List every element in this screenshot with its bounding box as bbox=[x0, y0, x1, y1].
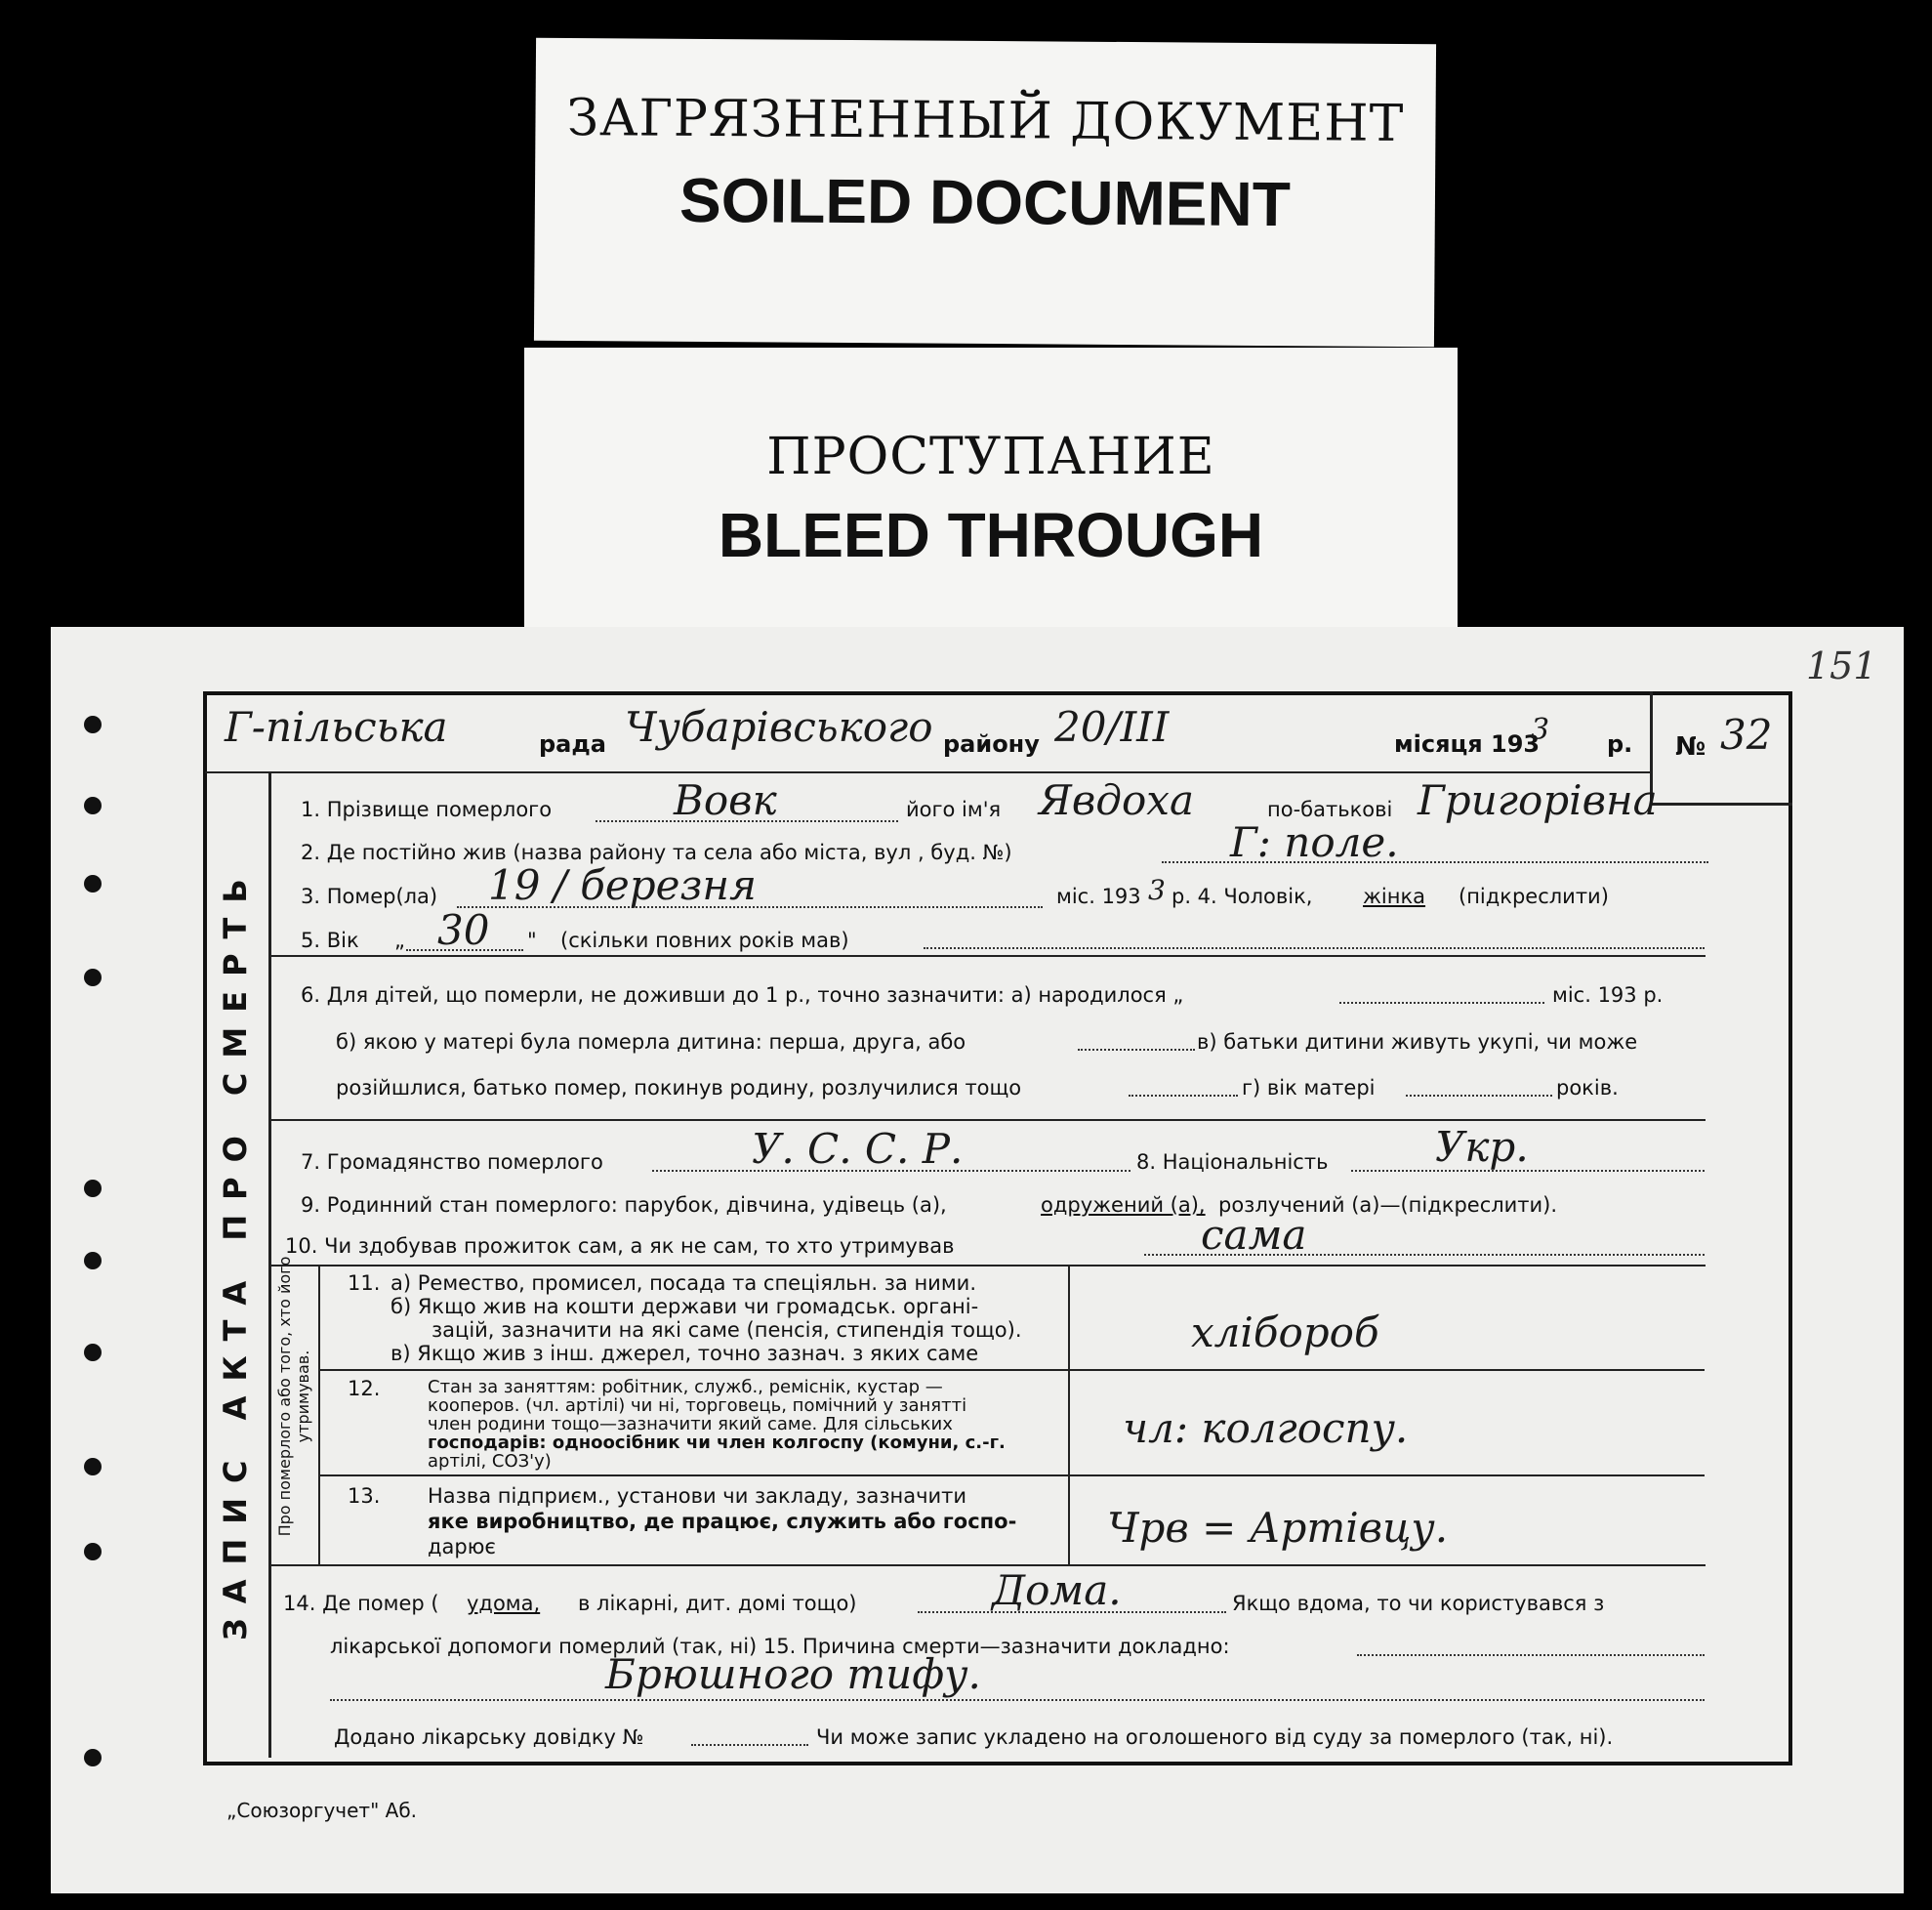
parents-line bbox=[1129, 1095, 1238, 1097]
printer-footer: „Союзоргучет" Аб. bbox=[226, 1799, 418, 1822]
row12-l2: кооперов. (чл. артілі) чи ні, торговець, помічний у занятті bbox=[428, 1395, 967, 1416]
page-number: 151 bbox=[1806, 644, 1877, 687]
age-label: 5. Вік bbox=[301, 929, 359, 952]
nationality-label: 8. Національність bbox=[1136, 1150, 1329, 1174]
occupation-divider-right bbox=[1068, 1266, 1070, 1564]
section-divider bbox=[270, 1119, 1706, 1121]
gender-hint: (підкреслити) bbox=[1459, 885, 1609, 908]
age-filler-line bbox=[924, 947, 1705, 949]
livelihood-handwriting: сама bbox=[1201, 1211, 1307, 1259]
month-label: місяця 193 bbox=[1394, 730, 1541, 758]
age-handwriting: 30 bbox=[437, 906, 490, 954]
death-month-label: міс. 193 bbox=[1056, 885, 1141, 908]
punch-hole bbox=[84, 1180, 102, 1197]
parents-separated-label: розійшлися, батько помер, покинув родину, розлучилися тощо bbox=[336, 1076, 1022, 1100]
child-born-month-label: міс. 193 р. bbox=[1552, 983, 1664, 1007]
mother-age-line bbox=[1406, 1095, 1552, 1097]
bleed-notice-ru: ПРОСТУПАНИЕ bbox=[766, 428, 1215, 486]
district-label: району bbox=[943, 730, 1040, 758]
row12-l1: Стан за заняттям: робітник, служб., реміснік, кустар — bbox=[428, 1377, 943, 1397]
punch-hole bbox=[84, 716, 102, 733]
row12-number: 12. bbox=[348, 1377, 381, 1400]
row11-b2: зацій, зазначити на які саме (пенсія, стипендія тощо). bbox=[432, 1318, 1022, 1342]
punch-hole bbox=[84, 1749, 102, 1766]
age-open-quote: „ bbox=[394, 929, 405, 952]
punch-hole bbox=[84, 969, 102, 986]
livelihood-label: 10. Чи здобував прожиток сам, а як не сам, то хто утримував bbox=[285, 1234, 955, 1258]
died-label: 3. Помер(ла) bbox=[301, 885, 438, 908]
surname-label: 1. Прізвище померлого bbox=[301, 798, 553, 821]
medical-certificate-label: Додано лікарську довідку № bbox=[334, 1725, 644, 1749]
mother-age-label: г) вік матері bbox=[1242, 1076, 1376, 1100]
name-label: його ім'я bbox=[906, 798, 1002, 821]
age-close-quote: " bbox=[527, 929, 537, 952]
header-underline bbox=[205, 771, 1650, 773]
occupation-handwriting: хлібороб bbox=[1191, 1308, 1379, 1356]
row12-l3: член родини тощо—зазначити який саме. Для сільських bbox=[428, 1414, 953, 1434]
marital-status-tail: розлучений (а)—(підкреслити). bbox=[1218, 1193, 1558, 1217]
cause-line-2 bbox=[330, 1699, 1705, 1701]
residence-handwriting: Г: поле. bbox=[1230, 818, 1399, 866]
rada-label: рада bbox=[539, 730, 606, 758]
medical-help-label: Якщо вдома, то чи користувався з bbox=[1232, 1592, 1605, 1615]
section-divider bbox=[270, 1265, 1706, 1266]
death-date-handwriting: 19 / березня bbox=[488, 861, 757, 909]
row12-l5: артілі, СОЗ'у) bbox=[428, 1451, 552, 1472]
death-place-options: в лікарні, дит. домі тощо) bbox=[578, 1592, 857, 1615]
citizenship-label: 7. Громадянство померлого bbox=[301, 1150, 603, 1174]
certificate-line bbox=[691, 1744, 808, 1746]
day-handwriting: 20/III bbox=[1054, 703, 1170, 751]
occupation-row-divider bbox=[318, 1369, 1705, 1371]
soiled-notice-en: SOILED DOCUMENT bbox=[678, 164, 1292, 240]
occupation-row-divider bbox=[318, 1474, 1705, 1476]
number-label: № bbox=[1675, 732, 1706, 762]
nationality-handwriting: Укр. bbox=[1435, 1123, 1529, 1171]
row11-number: 11. bbox=[348, 1271, 381, 1295]
marital-married-underlined: одружений (а), bbox=[1041, 1193, 1206, 1217]
village-handwriting: Г-пільська bbox=[225, 703, 448, 751]
age-hint: (скільки повних років мав) bbox=[560, 929, 849, 952]
occupation-divider-left bbox=[318, 1266, 320, 1564]
soiled-document-notice bbox=[534, 38, 1436, 347]
row13-l3: дарює bbox=[428, 1535, 496, 1558]
bleed-notice-en: BLEED THROUGH bbox=[718, 500, 1264, 570]
year-handwriting: 3 bbox=[1531, 713, 1550, 747]
punch-hole bbox=[84, 1344, 102, 1361]
number-box-bottom bbox=[1650, 803, 1792, 806]
punch-hole bbox=[84, 1458, 102, 1475]
surname-handwriting: Вовк bbox=[674, 776, 777, 824]
district-handwriting: Чубарівського bbox=[625, 703, 933, 751]
child-order-label: б) якою у матері була померла дитина: перша, друга, або bbox=[336, 1030, 966, 1054]
row11-b1: б) Якщо жив на кошти держави чи громадськ. органі- bbox=[391, 1295, 979, 1318]
soiled-notice-ru: ЗАГРЯЗНЕННЫЙ ДОКУМЕНТ bbox=[566, 89, 1405, 153]
row13-l2: яке виробництво, де працює, служить або госпо- bbox=[428, 1510, 1017, 1533]
employment-status-handwriting: чл: колгоспу. bbox=[1123, 1404, 1409, 1452]
child-order-line bbox=[1078, 1049, 1195, 1051]
gender-female-underlined: жінка bbox=[1363, 885, 1426, 908]
name-handwriting: Явдоха bbox=[1039, 776, 1194, 824]
punch-hole bbox=[84, 875, 102, 893]
record-number-handwriting: 32 bbox=[1720, 711, 1773, 759]
cause-line-1 bbox=[1357, 1654, 1705, 1656]
patronymic-label: по-батькові bbox=[1267, 798, 1393, 821]
section-divider bbox=[270, 1564, 1706, 1566]
row13-number: 13. bbox=[348, 1484, 381, 1508]
death-place-handwriting: Дома. bbox=[992, 1566, 1122, 1614]
r-label: р. bbox=[1607, 730, 1633, 758]
mother-age-years: років. bbox=[1556, 1076, 1619, 1100]
side-title: ЗАПИС АКТА ПРО СМЕРТЬ bbox=[217, 864, 254, 1640]
court-record-label: Чи може запис укладено на оголошеного від суду за померлого (так, ні). bbox=[816, 1725, 1614, 1749]
death-place-home-underlined: удома, bbox=[467, 1592, 541, 1615]
punch-hole bbox=[84, 1252, 102, 1269]
death-year-handwriting: 3 bbox=[1148, 874, 1166, 906]
marital-status-label: 9. Родинний стан померлого: парубок, дівчина, удівець (а), bbox=[301, 1193, 947, 1217]
citizenship-handwriting: У. С. С. Р. bbox=[752, 1125, 964, 1173]
punch-hole bbox=[84, 1543, 102, 1560]
parents-together-label: в) батьки дитини живуть укупі, чи може bbox=[1197, 1030, 1638, 1054]
occupation-side-label: Про померлого або того, хто його утримував. bbox=[275, 1256, 312, 1537]
cause-of-death-handwriting: Брюшного тифу. bbox=[605, 1650, 981, 1698]
death-place-label: 14. Де помер ( bbox=[283, 1592, 439, 1615]
cause-of-death-label: лікарської допомоги померлий (так, ні) 15. Причина смерти—зазначити докладно: bbox=[330, 1635, 1230, 1658]
patronymic-handwriting: Григорівна bbox=[1418, 776, 1658, 824]
residence-label: 2. Де постійно жив (назва району та села або міста, вул , буд. №) bbox=[301, 841, 1012, 864]
gender-label: р. 4. Чоловік, bbox=[1172, 885, 1313, 908]
row12-l4: господарів: одноосібник чи член колгоспу (комуни, с.-г. bbox=[428, 1432, 1006, 1453]
section-divider bbox=[270, 955, 1706, 957]
row11-c: в) Якщо жив з інш. джерел, точно зазнач. з яких саме bbox=[391, 1342, 979, 1365]
punch-hole bbox=[84, 797, 102, 814]
row11-a: а) Ремество, промисел, посада та спеціяльн. за ними. bbox=[391, 1271, 976, 1295]
child-born-line bbox=[1339, 1002, 1544, 1004]
workplace-handwriting: Чрв = Артівцу. bbox=[1107, 1504, 1449, 1552]
bleed-through-notice bbox=[524, 348, 1458, 629]
row13-l1: Назва підприєм., установи чи закладу, зазначити bbox=[428, 1484, 967, 1508]
child-born-label: 6. Для дітей, що померли, не доживши до 1 р., точно зазначити: а) народилося „ bbox=[301, 983, 1184, 1007]
